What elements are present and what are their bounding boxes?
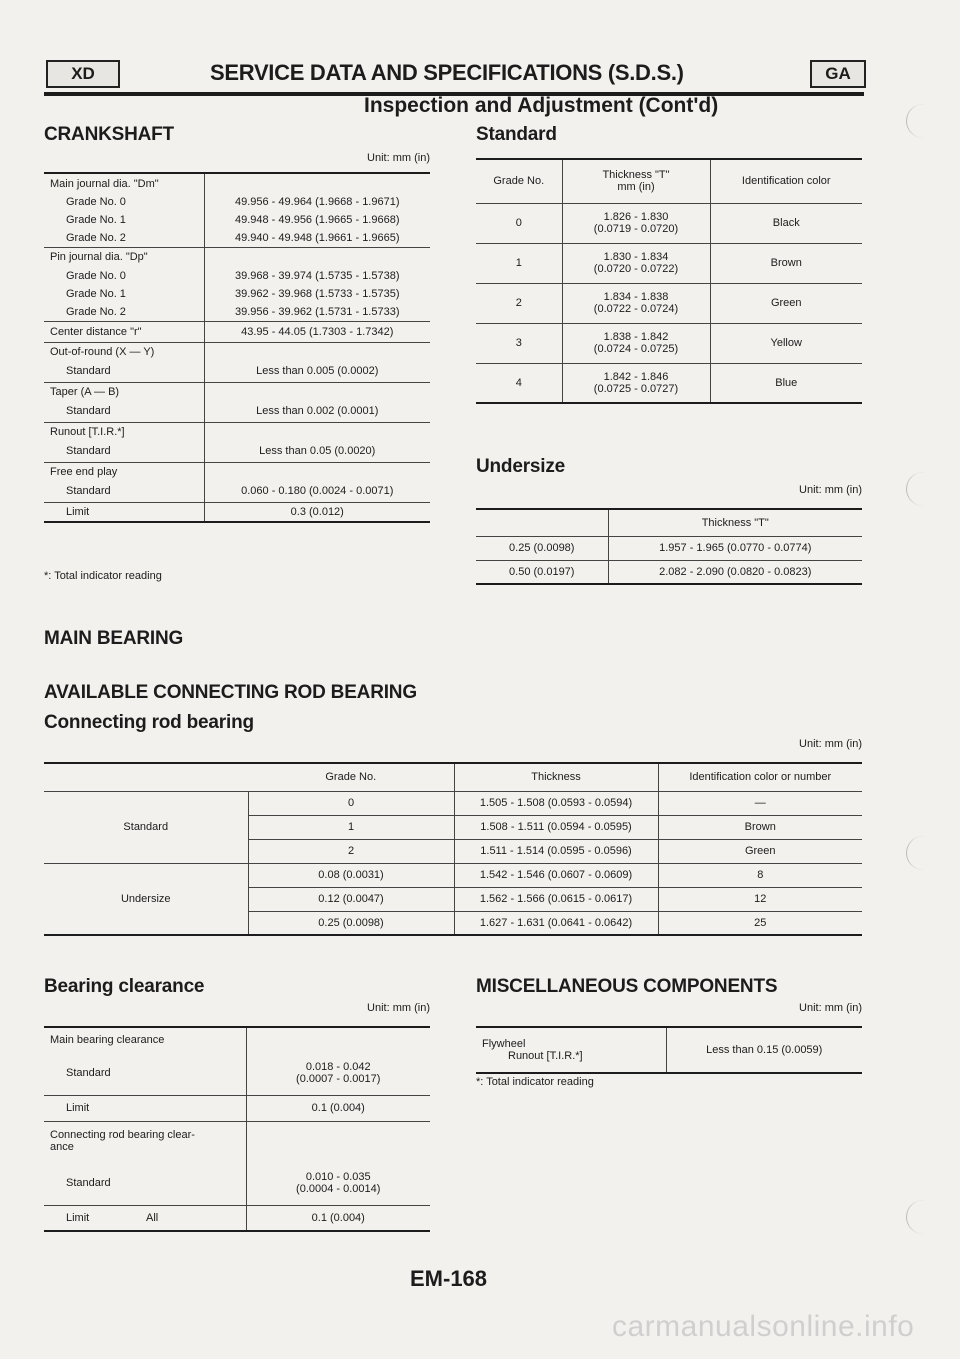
standard-table — [476, 158, 862, 404]
cell-value: 0.010 - 0.035 (0.0004 - 0.0014) — [246, 1161, 430, 1205]
misc-footnote: *: Total indicator reading — [476, 1076, 594, 1088]
cell-value: 43.95 - 44.05 (1.7303 - 1.7342) — [204, 321, 430, 342]
color-cell: Green — [710, 283, 862, 323]
header-thickness: Thickness — [454, 763, 658, 791]
misc-unit: Unit: mm (in) — [799, 1002, 862, 1014]
connecting-rod-bearing-subtitle: Connecting rod bearing — [44, 712, 254, 733]
id-cell: — — [658, 791, 862, 815]
cell-value: 39.956 - 39.962 (1.5731 - 1.5733) — [204, 303, 430, 321]
color-cell: Black — [710, 203, 862, 243]
connecting-rod-table — [44, 762, 862, 936]
header-grade: Grade No. — [493, 175, 545, 188]
cell-label: Standard — [66, 405, 111, 418]
thickness-cell: 1.957 - 1.965 (0.0770 - 0.0774) — [608, 536, 862, 560]
thickness-cell: 1.511 - 1.514 (0.0595 - 0.0596) — [454, 839, 658, 863]
cell-value: 49.948 - 49.956 (1.9665 - 1.9668) — [204, 211, 430, 229]
crankshaft-title: CRANKSHAFT — [44, 124, 174, 145]
id-cell: Green — [658, 839, 862, 863]
grade-cell: 4 — [515, 376, 522, 389]
cell-label: Standard — [66, 1066, 111, 1079]
cell-value: Less than 0.15 (0.0059) — [666, 1027, 862, 1073]
cell-label: Standard — [66, 445, 111, 458]
watermark: carmanualsonline.info — [612, 1310, 915, 1343]
crankshaft-table — [44, 172, 430, 523]
connecting-rod-unit: Unit: mm (in) — [799, 738, 862, 750]
grade-cell: 2 — [515, 297, 522, 309]
thickness-cell: 1.627 - 1.631 (0.0641 - 0.0642) — [454, 911, 658, 935]
bearing-clearance-table — [44, 1026, 430, 1232]
undersize-title: Undersize — [476, 456, 566, 477]
thickness-cell: 1.826 - 1.830 (0.0719 - 0.0720) — [562, 203, 710, 243]
cell-label: Flywheel Runout [T.I.R.*] — [482, 1038, 583, 1062]
cell-label: Grade No. 1 — [66, 214, 126, 226]
cell-label: Limit — [66, 1102, 90, 1114]
cell-label: Taper (A — B) — [50, 385, 120, 398]
header-id: Identification color or number — [658, 763, 862, 791]
bearing-clearance-unit: Unit: mm (in) — [367, 1002, 430, 1014]
header-grade: Grade No. — [325, 771, 377, 784]
main-bearing-title: MAIN BEARING — [44, 628, 184, 649]
id-cell: 12 — [658, 887, 862, 911]
cell-value: 0.060 - 0.180 (0.0024 - 0.0071) — [204, 481, 430, 502]
cell-value: 0.018 - 0.042 (0.0007 - 0.0017) — [246, 1051, 430, 1095]
thickness-cell: 1.542 - 1.546 (0.0607 - 0.0609) — [454, 863, 658, 887]
cell-label: Connecting rod bearing clear- ance — [50, 1129, 195, 1154]
cell-label: All — [146, 1211, 159, 1224]
cell-value: Less than 0.002 (0.0001) — [204, 401, 430, 422]
id-cell: Brown — [658, 815, 862, 839]
cell-label: Runout [T.I.R.*] — [50, 425, 125, 438]
binder-hole — [906, 836, 941, 870]
grade-cell: 1 — [515, 257, 522, 269]
id-cell: 25 — [658, 911, 862, 935]
grade-cell: 0 — [515, 217, 522, 229]
color-cell: Yellow — [710, 323, 862, 363]
crankshaft-unit: Unit: mm (in) — [367, 152, 430, 164]
bearing-clearance-title: Bearing clearance — [44, 976, 205, 997]
page-number: EM-168 — [410, 1266, 488, 1291]
thickness-cell: 1.830 - 1.834 (0.0720 - 0.0722) — [562, 243, 710, 283]
cell-label: Standard — [66, 365, 111, 378]
cell-label: Grade No. 0 — [66, 196, 126, 208]
color-cell: Blue — [710, 363, 862, 403]
crankshaft-footnote: *: Total indicator reading — [44, 570, 162, 582]
thickness-cell: 1.838 - 1.842 (0.0724 - 0.0725) — [562, 323, 710, 363]
cell-value: 39.968 - 39.974 (1.5735 - 1.5738) — [204, 267, 430, 285]
thickness-cell: 1.505 - 1.508 (0.0593 - 0.0594) — [454, 791, 658, 815]
cell-value: 0.1 (0.004) — [246, 1095, 430, 1121]
cell-label: Standard — [66, 1176, 111, 1189]
thickness-cell: 2.082 - 2.090 (0.0820 - 0.0823) — [608, 560, 862, 584]
id-cell: 8 — [658, 863, 862, 887]
thickness-cell: 1.834 - 1.838 (0.0722 - 0.0724) — [562, 283, 710, 323]
cell-value: 49.940 - 49.948 (1.9661 - 1.9665) — [204, 229, 430, 247]
cell-label: Limit — [66, 505, 90, 518]
cell-label: Grade No. 2 — [66, 305, 126, 318]
cell-label: Pin journal dia. "Dp" — [50, 251, 148, 264]
color-cell: Brown — [710, 243, 862, 283]
cell-value: Less than 0.05 (0.0020) — [204, 441, 430, 462]
misc-table — [476, 1026, 862, 1074]
cell-label: Free end play — [50, 465, 118, 478]
undersize-table — [476, 508, 862, 585]
grade-cell: 2 — [248, 839, 454, 863]
connecting-rod-bearing-title: AVAILABLE CONNECTING ROD BEARING — [44, 682, 417, 703]
cell-value: 49.956 - 49.964 (1.9668 - 1.9671) — [204, 193, 430, 211]
cell-label: Grade No. 0 — [66, 270, 126, 282]
size-cell: 0.50 (0.0197) — [509, 565, 575, 578]
cell-value: 39.962 - 39.968 (1.5733 - 1.5735) — [204, 285, 430, 303]
cell-label: Main bearing clearance — [50, 1033, 165, 1046]
cell-label: Standard — [66, 485, 111, 498]
undersize-label: Undersize — [120, 892, 171, 905]
binder-hole — [906, 1200, 941, 1234]
standard-title: Standard — [476, 124, 557, 145]
size-cell: 0.25 (0.0098) — [509, 542, 575, 554]
thickness-cell: 1.508 - 1.511 (0.0594 - 0.0595) — [454, 815, 658, 839]
grade-cell: 0.25 (0.0098) — [248, 911, 454, 935]
thickness-cell: 1.842 - 1.846 (0.0725 - 0.0727) — [562, 363, 710, 403]
section-badge-right: GA — [810, 60, 866, 88]
undersize-unit: Unit: mm (in) — [799, 484, 862, 496]
cell-label: Out-of-round (X — Y) — [50, 345, 155, 358]
grade-cell: 1 — [248, 815, 454, 839]
grade-cell: 3 — [515, 337, 522, 349]
page-subtitle: Inspection and Adjustment (Cont'd) — [364, 94, 719, 117]
section-badge-left: XD — [46, 60, 120, 88]
header-thickness: Thickness "T" mm (in) — [562, 159, 710, 203]
standard-label: Standard — [44, 791, 248, 863]
thickness-cell: 1.562 - 1.566 (0.0615 - 0.0617) — [454, 887, 658, 911]
cell-label: Limit — [66, 1211, 90, 1224]
binder-hole — [906, 472, 941, 506]
cell-value: Less than 0.005 (0.0002) — [204, 361, 430, 382]
binder-hole — [906, 104, 941, 138]
page-header-title: SERVICE DATA AND SPECIFICATIONS (S.D.S.) — [210, 60, 684, 85]
misc-title: MISCELLANEOUS COMPONENTS — [476, 976, 778, 997]
header-thickness: Thickness "T" — [608, 509, 862, 536]
grade-cell: 0 — [248, 791, 454, 815]
cell-value: 0.1 (0.004) — [246, 1205, 430, 1231]
grade-cell: 0.08 (0.0031) — [248, 863, 454, 887]
cell-label: Grade No. 2 — [66, 231, 126, 244]
cell-label: Main journal dia. "Dm" — [50, 177, 159, 190]
cell-label: Center distance "r" — [50, 325, 142, 338]
cell-value: 0.3 (0.012) — [204, 502, 430, 522]
cell-label: Grade No. 1 — [66, 288, 126, 300]
grade-cell: 0.12 (0.0047) — [248, 887, 454, 911]
header-color: Identification color — [710, 159, 862, 203]
